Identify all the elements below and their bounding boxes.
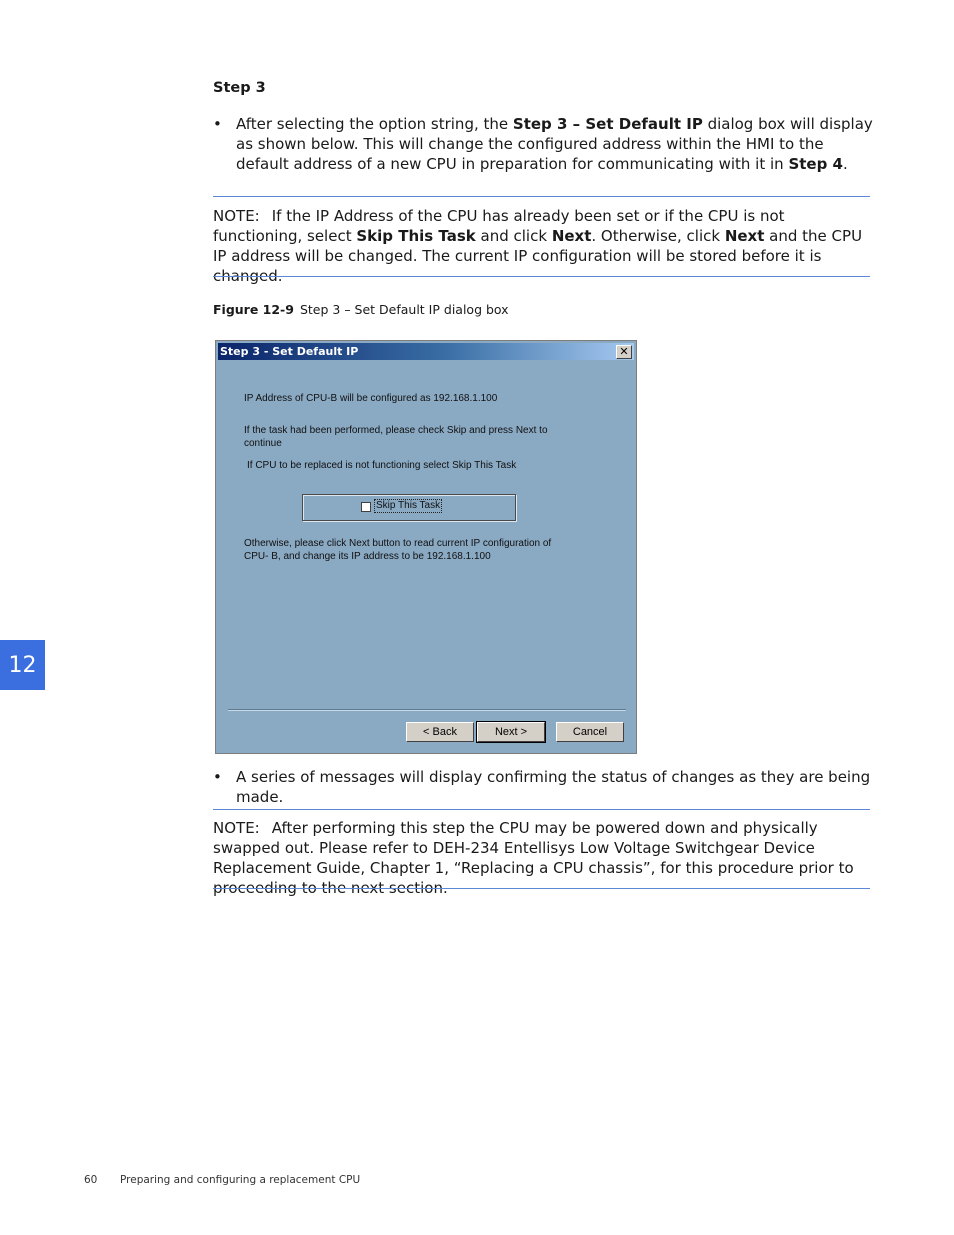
note-1: NOTE: If the IP Address of the CPU has already been set or if the CPU is not functioning, select Skip This Task and click Next. Otherwise, click Next and the CPU IP address will be changed. The current IP configuration will be stored before it is changed. bbox=[213, 207, 863, 285]
close-icon[interactable]: ✕ bbox=[616, 345, 632, 359]
dialog-titlebar[interactable] bbox=[218, 343, 634, 360]
note-divider-bottom bbox=[213, 888, 870, 889]
footer-section-title: Preparing and configuring a replacement CPU bbox=[120, 1174, 361, 1186]
bullet-text-1: After selecting the option string, the Step 3 – Set Default IP dialog box will display as shown below. This will change the configured address within the HMI to the default address of a new CPU in preparation for communicating with it in Step 4. bbox=[236, 115, 873, 173]
skip-task-label[interactable]: Skip This Task bbox=[376, 500, 441, 511]
set-default-ip-dialog bbox=[215, 340, 637, 754]
skip-task-group bbox=[302, 494, 516, 521]
next-button[interactable]: Next > bbox=[477, 722, 545, 742]
dialog-skip-info: If the task had been performed, please check Skip and press Next to continue bbox=[244, 425, 548, 449]
page-number: 60 bbox=[84, 1174, 98, 1186]
cancel-button[interactable]: Cancel bbox=[556, 722, 624, 742]
bullet-item-1 bbox=[213, 114, 873, 174]
note-divider-top bbox=[213, 196, 870, 197]
step-heading: Step 3 bbox=[213, 80, 266, 96]
bullet-text-2: A series of messages will display confirming the status of changes as they are being made. bbox=[236, 768, 871, 806]
dialog-name-ref: Step 3 – Set Default IP bbox=[512, 115, 703, 133]
dialog-separator bbox=[228, 709, 626, 711]
bullet-glyph: • bbox=[213, 768, 222, 786]
back-button[interactable]: < Back bbox=[406, 722, 474, 742]
dialog-ip-info: IP Address of CPU-B will be configured as 192.168.1.100 bbox=[244, 393, 498, 404]
bullet-item-2 bbox=[213, 767, 873, 807]
figure-caption-text: Step 3 – Set Default IP dialog box bbox=[299, 302, 509, 317]
dialog-title: Step 3 - Set Default IP bbox=[220, 345, 359, 358]
skip-task-checkbox[interactable] bbox=[361, 502, 371, 512]
note-label: NOTE: bbox=[213, 207, 260, 225]
note-divider-bottom bbox=[213, 276, 870, 277]
note-label: NOTE: bbox=[213, 819, 260, 837]
note-divider-top bbox=[213, 809, 870, 810]
dialog-not-functioning-info: If CPU to be replaced is not functioning select Skip This Task bbox=[247, 460, 517, 471]
note-2: NOTE: After performing this step the CPU may be powered down and physically swapped out. Please refer to DEH-234 Entellisys Low Voltage Switchgear Device Replacement Guide, Chapter 1, “Replacing a CPU chassis”, for this procedure prior to proceeding to the next section. bbox=[213, 819, 854, 897]
figure-caption bbox=[213, 302, 509, 317]
dialog-otherwise-info: Otherwise, please click Next button to read current IP configuration of CPU- B, and change its IP address to be 192.168.1.100 bbox=[244, 538, 552, 562]
step-ref: Step 4 bbox=[788, 155, 843, 173]
figure-number: Figure 12-9 bbox=[213, 302, 294, 317]
chapter-tab: 12 bbox=[0, 640, 45, 690]
bullet-glyph: • bbox=[213, 115, 222, 133]
